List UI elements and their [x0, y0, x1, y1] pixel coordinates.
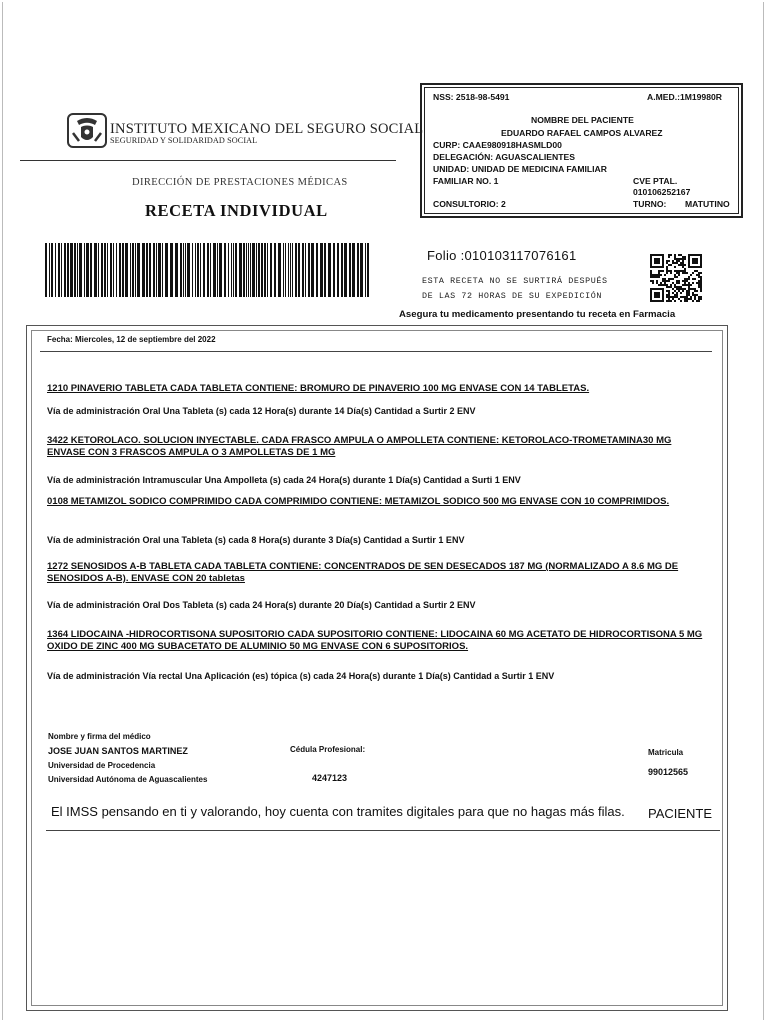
medication-2-dosage: Vía de administración Intramuscular Una Ampolleta (s) cada 24 Hora(s) durante 1 Día(s) Cantidad a Surti 1 ENV: [47, 475, 521, 485]
patient-turno-value: MATUTINO: [685, 199, 730, 209]
qr-code: [650, 254, 702, 302]
procedencia-label: Universidad de Procedencia: [48, 761, 156, 770]
matricula-label: Matricula: [648, 748, 684, 757]
imss-message: El IMSS pensando en ti y valorando, hoy cuenta con tramites digitales para que no hagas más filas.: [51, 804, 625, 819]
folio-note-line1: ESTA RECETA NO SE SURTIRÁ DESPUÉS: [422, 276, 608, 286]
footer-divider: [46, 830, 720, 831]
procedencia-value: Universidad Autónoma de Aguascalientes: [48, 775, 208, 784]
copy-label: PACIENTE: [648, 806, 713, 821]
medication-3-description: 0108 METAMIZOL SODICO COMPRIMIDO CADA COMPRIMIDO CONTIENE: METAMIZOL SODICO 500 MG ENVASE CON 10 COMPRIMIDOS.: [47, 496, 670, 507]
cedula-value: 4247123: [312, 773, 348, 783]
patient-cve-value: 010106252167: [633, 187, 691, 197]
medication-4-description: 1272 SENOSIDOS A-B TABLETA CADA TABLETA CONTIENE: CONCENTRADOS DE SEN DESECADOS 187 MG (NORMALIZADO A 8.6 MG DE SENOSIDOS A-B). ENVASE CON 20 tabletas: [47, 561, 679, 584]
medication-5-description: 1364 LIDOCAINA -HIDROCORTISONA SUPOSITORIO CADA SUPOSITORIO CONTIENE: LIDOCAINA 60 MG ACETATO DE HIDROCORTISONA 5 MG OXIDO DE ZINC 400 MG SUBACETATO DE ALUMINIO 50 MG ENVASE CON 6 SUPOSITORIOS.: [47, 629, 703, 652]
patient-consultorio: CONSULTORIO: 2: [433, 199, 506, 209]
direccion-text: DIRECCIÓN DE PRESTACIONES MÉDICAS: [132, 177, 348, 188]
header-divider: [20, 160, 396, 161]
medication-3-dosage: Vía de administración Oral una Tableta (s) cada 8 Hora(s) durante 3 Día(s) Cantidad a Surtir 1 ENV: [47, 535, 465, 545]
patient-amed: A.MED.:1M19980R: [647, 92, 722, 102]
doctor-label: Nombre y firma del médico: [48, 732, 151, 741]
prescription-box-inner: [31, 330, 723, 1006]
document-title: RECETA INDIVIDUAL: [145, 201, 328, 220]
asegura-notice: Asegura tu medicamento presentando tu receta en Farmacia: [399, 309, 676, 320]
patient-familiar: FAMILIAR NO. 1: [433, 176, 499, 186]
barcode: [45, 243, 372, 297]
patient-delegacion: DELEGACIÓN: AGUASCALIENTES: [433, 152, 575, 162]
medication-1-description: 1210 PINAVERIO TABLETA CADA TABLETA CONTIENE: BROMURO DE PINAVERIO 100 MG ENVASE CON 14 TABLETAS.: [47, 383, 590, 394]
matricula-value: 99012565: [648, 767, 689, 777]
patient-name: EDUARDO RAFAEL CAMPOS ALVAREZ: [501, 128, 663, 138]
folio-number: Folio :010103117076161: [427, 248, 577, 263]
institution-name: INSTITUTO MEXICANO DEL SEGURO SOCIAL: [110, 121, 424, 137]
medication-1-dosage: Vía de administración Oral Una Tableta (s) cada 12 Hora(s) durante 14 Día(s) Cantidad a Surtir 2 ENV: [47, 406, 476, 416]
patient-nss: NSS: 2518-98-5491: [433, 92, 510, 102]
medication-4-dosage: Vía de administración Oral Dos Tableta (s) cada 24 Hora(s) durante 20 Día(s) Cantidad a Surtir 2 ENV: [47, 600, 476, 610]
medication-5-dosage: Vía de administración Vía rectal Una Aplicación (es) tópica (s) cada 24 Hora(s) durante 1 Día(s) Cantidad a Surtir 1 ENV: [47, 671, 555, 681]
patient-curp: CURP: CAAE980918HASMLD00: [433, 140, 562, 150]
patient-unidad: UNIDAD: UNIDAD DE MEDICINA FAMILIAR: [433, 164, 607, 174]
folio-note-line2: DE LAS 72 HORAS DE SU EXPEDICIÓN: [422, 291, 603, 301]
medication-2-description: 3422 KETOROLACO. SOLUCION INYECTABLE. CADA FRASCO AMPULA O AMPOLLETA CONTIENE: KETOROLACO-TROMETAMINA30 MG ENVASE CON 3 FRASCOS AMPULA O 3 AMPOLLETAS DE 1 MG: [47, 435, 672, 458]
patient-info-box-inner: [424, 87, 739, 214]
patient-name-label: NOMBRE DEL PACIENTE: [531, 115, 634, 125]
prescription-date: Fecha: Miercoles, 12 de septiembre del 2022: [47, 335, 216, 344]
patient-cve-label: CVE PTAL.: [633, 176, 678, 186]
imss-logo-icon: [67, 113, 107, 148]
date-divider: [40, 351, 712, 352]
institution-subtitle: SEGURIDAD Y SOLIDARIDAD SOCIAL: [110, 136, 258, 145]
patient-turno-label: TURNO:: [633, 199, 667, 209]
doctor-name: JOSE JUAN SANTOS MARTINEZ: [48, 746, 188, 756]
cedula-label: Cédula Profesional:: [290, 745, 366, 754]
